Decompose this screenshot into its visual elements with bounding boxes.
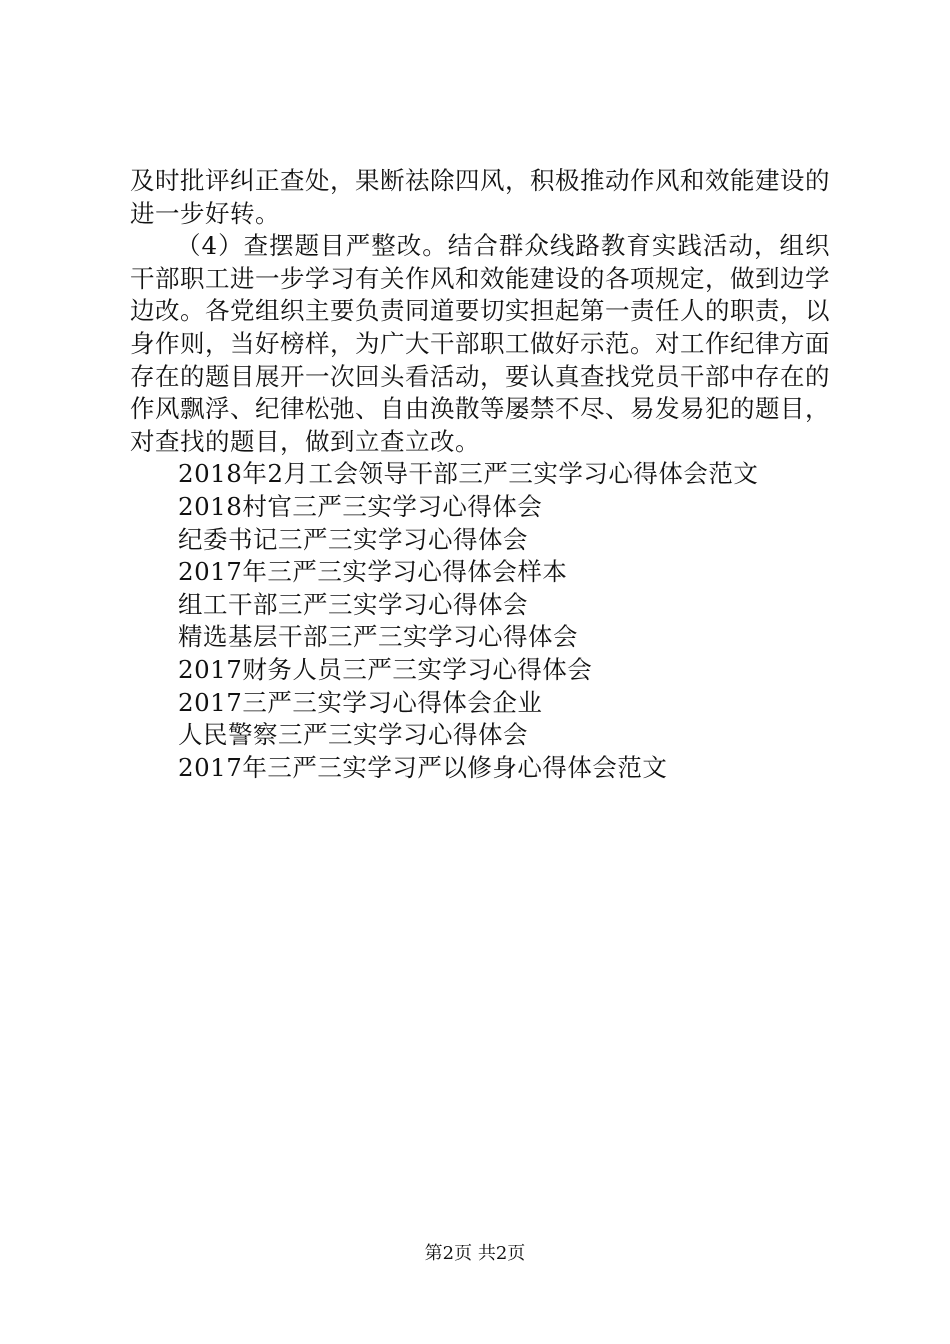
related-article-link[interactable]: 2018村官三严三实学习心得体会 <box>178 491 543 521</box>
document-body <box>130 165 830 784</box>
paragraph-continuation: 及时批评纠正查处，果断祛除四风，积极推动作风和效能建设的进一步好转。 <box>130 166 830 228</box>
related-article-link[interactable]: 2018年2月工会领导干部三严三实学习心得体会范文 <box>178 459 759 489</box>
related-article-link[interactable]: 2017财务人员三严三实学习心得体会 <box>178 654 593 684</box>
paragraph-rectification: （4）查摆题目严整改。结合群众线路教育实践活动，组织干部职工进一步学习有关作风和效能建设的各项规定，做到边学边改。各党组织主要负责同道要切实担起第一责任人的职责，以身作则，当好榜样，为广大干部职工做好示范。对工作纪律方面存在的题目展开一次回头看活动，要认真查找党员干部中存在的作风飘浮、纪律松弛、自由涣散等屡禁不尽、易发易犯的题目，对查找的题目，做到立查立改。 <box>130 231 830 456</box>
related-articles-list <box>130 458 830 784</box>
related-article-link[interactable]: 纪委书记三严三实学习心得体会 <box>178 524 528 554</box>
related-article-link[interactable]: 2017年三严三实学习严以修身心得体会范文 <box>178 752 668 782</box>
related-article-link[interactable]: 人民警察三严三实学习心得体会 <box>178 720 528 750</box>
related-article-link[interactable]: 精选基层干部三严三实学习心得体会 <box>178 622 578 652</box>
related-article-link[interactable]: 2017年三严三实学习心得体会样本 <box>178 557 568 587</box>
related-article-link[interactable]: 组工干部三严三实学习心得体会 <box>178 589 528 619</box>
page-number-footer: 第2页 共2页 <box>424 1243 526 1264</box>
related-article-link[interactable]: 2017三严三实学习心得体会企业 <box>178 687 543 717</box>
